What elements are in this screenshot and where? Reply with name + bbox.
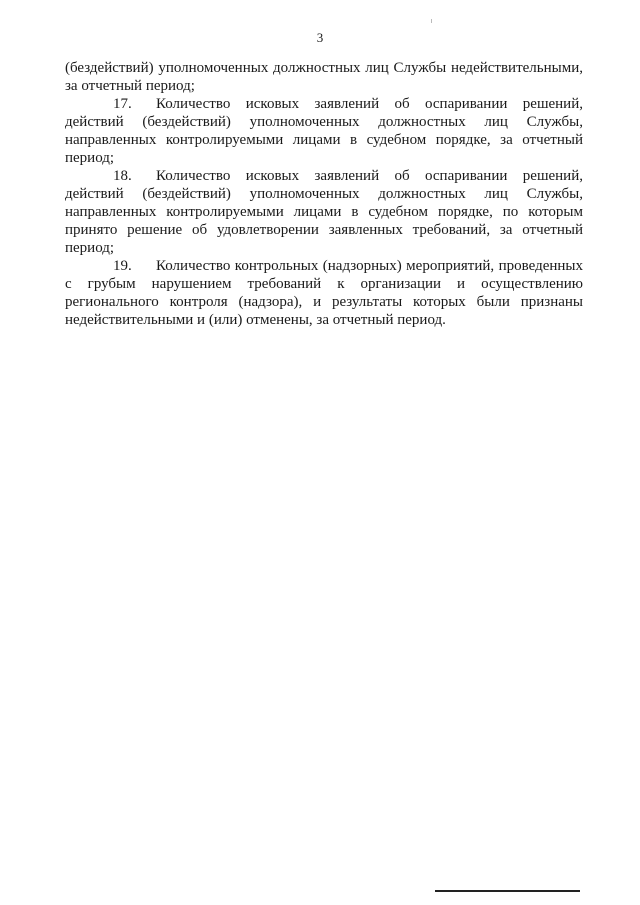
- continuation-paragraph: (бездействий) уполномоченных должностных лиц Службы недействительными, за отчетный период;: [65, 60, 583, 94]
- list-item-number: 17.: [113, 96, 132, 112]
- bottom-divider-line: [435, 890, 580, 892]
- list-item-text: Количество контрольных (надзорных) мероприятий, проведенных с грубым нарушением требований к организации и осуществлению регионального контроля (надзора), и результаты которых были признаны недействительными и (или) отменены, за отчетный период.: [65, 258, 583, 328]
- list-item-18: [65, 167, 583, 257]
- scan-artifact-mark: [431, 19, 432, 23]
- list-item-17: [65, 95, 583, 167]
- list-item-text: Количество исковых заявлений об оспаривании решений, действий (бездействий) уполномоченных должностных лиц Службы, направленных контролируемыми лицами в судебном порядке, за отчетный период;: [65, 96, 583, 166]
- list-item-text: Количество исковых заявлений об оспаривании решений, действий (бездействий) уполномоченных должностных лиц Службы, направленных контролируемыми лицами в судебном порядке, по которым принято решение об удовлетворении заявленных требований, за отчетный период;: [65, 168, 583, 256]
- page-number: 3: [316, 30, 324, 45]
- document-body: [65, 59, 583, 329]
- list-item-number: 18.: [113, 168, 132, 184]
- list-item-19: [65, 257, 583, 329]
- list-item-number: 19.: [113, 258, 132, 274]
